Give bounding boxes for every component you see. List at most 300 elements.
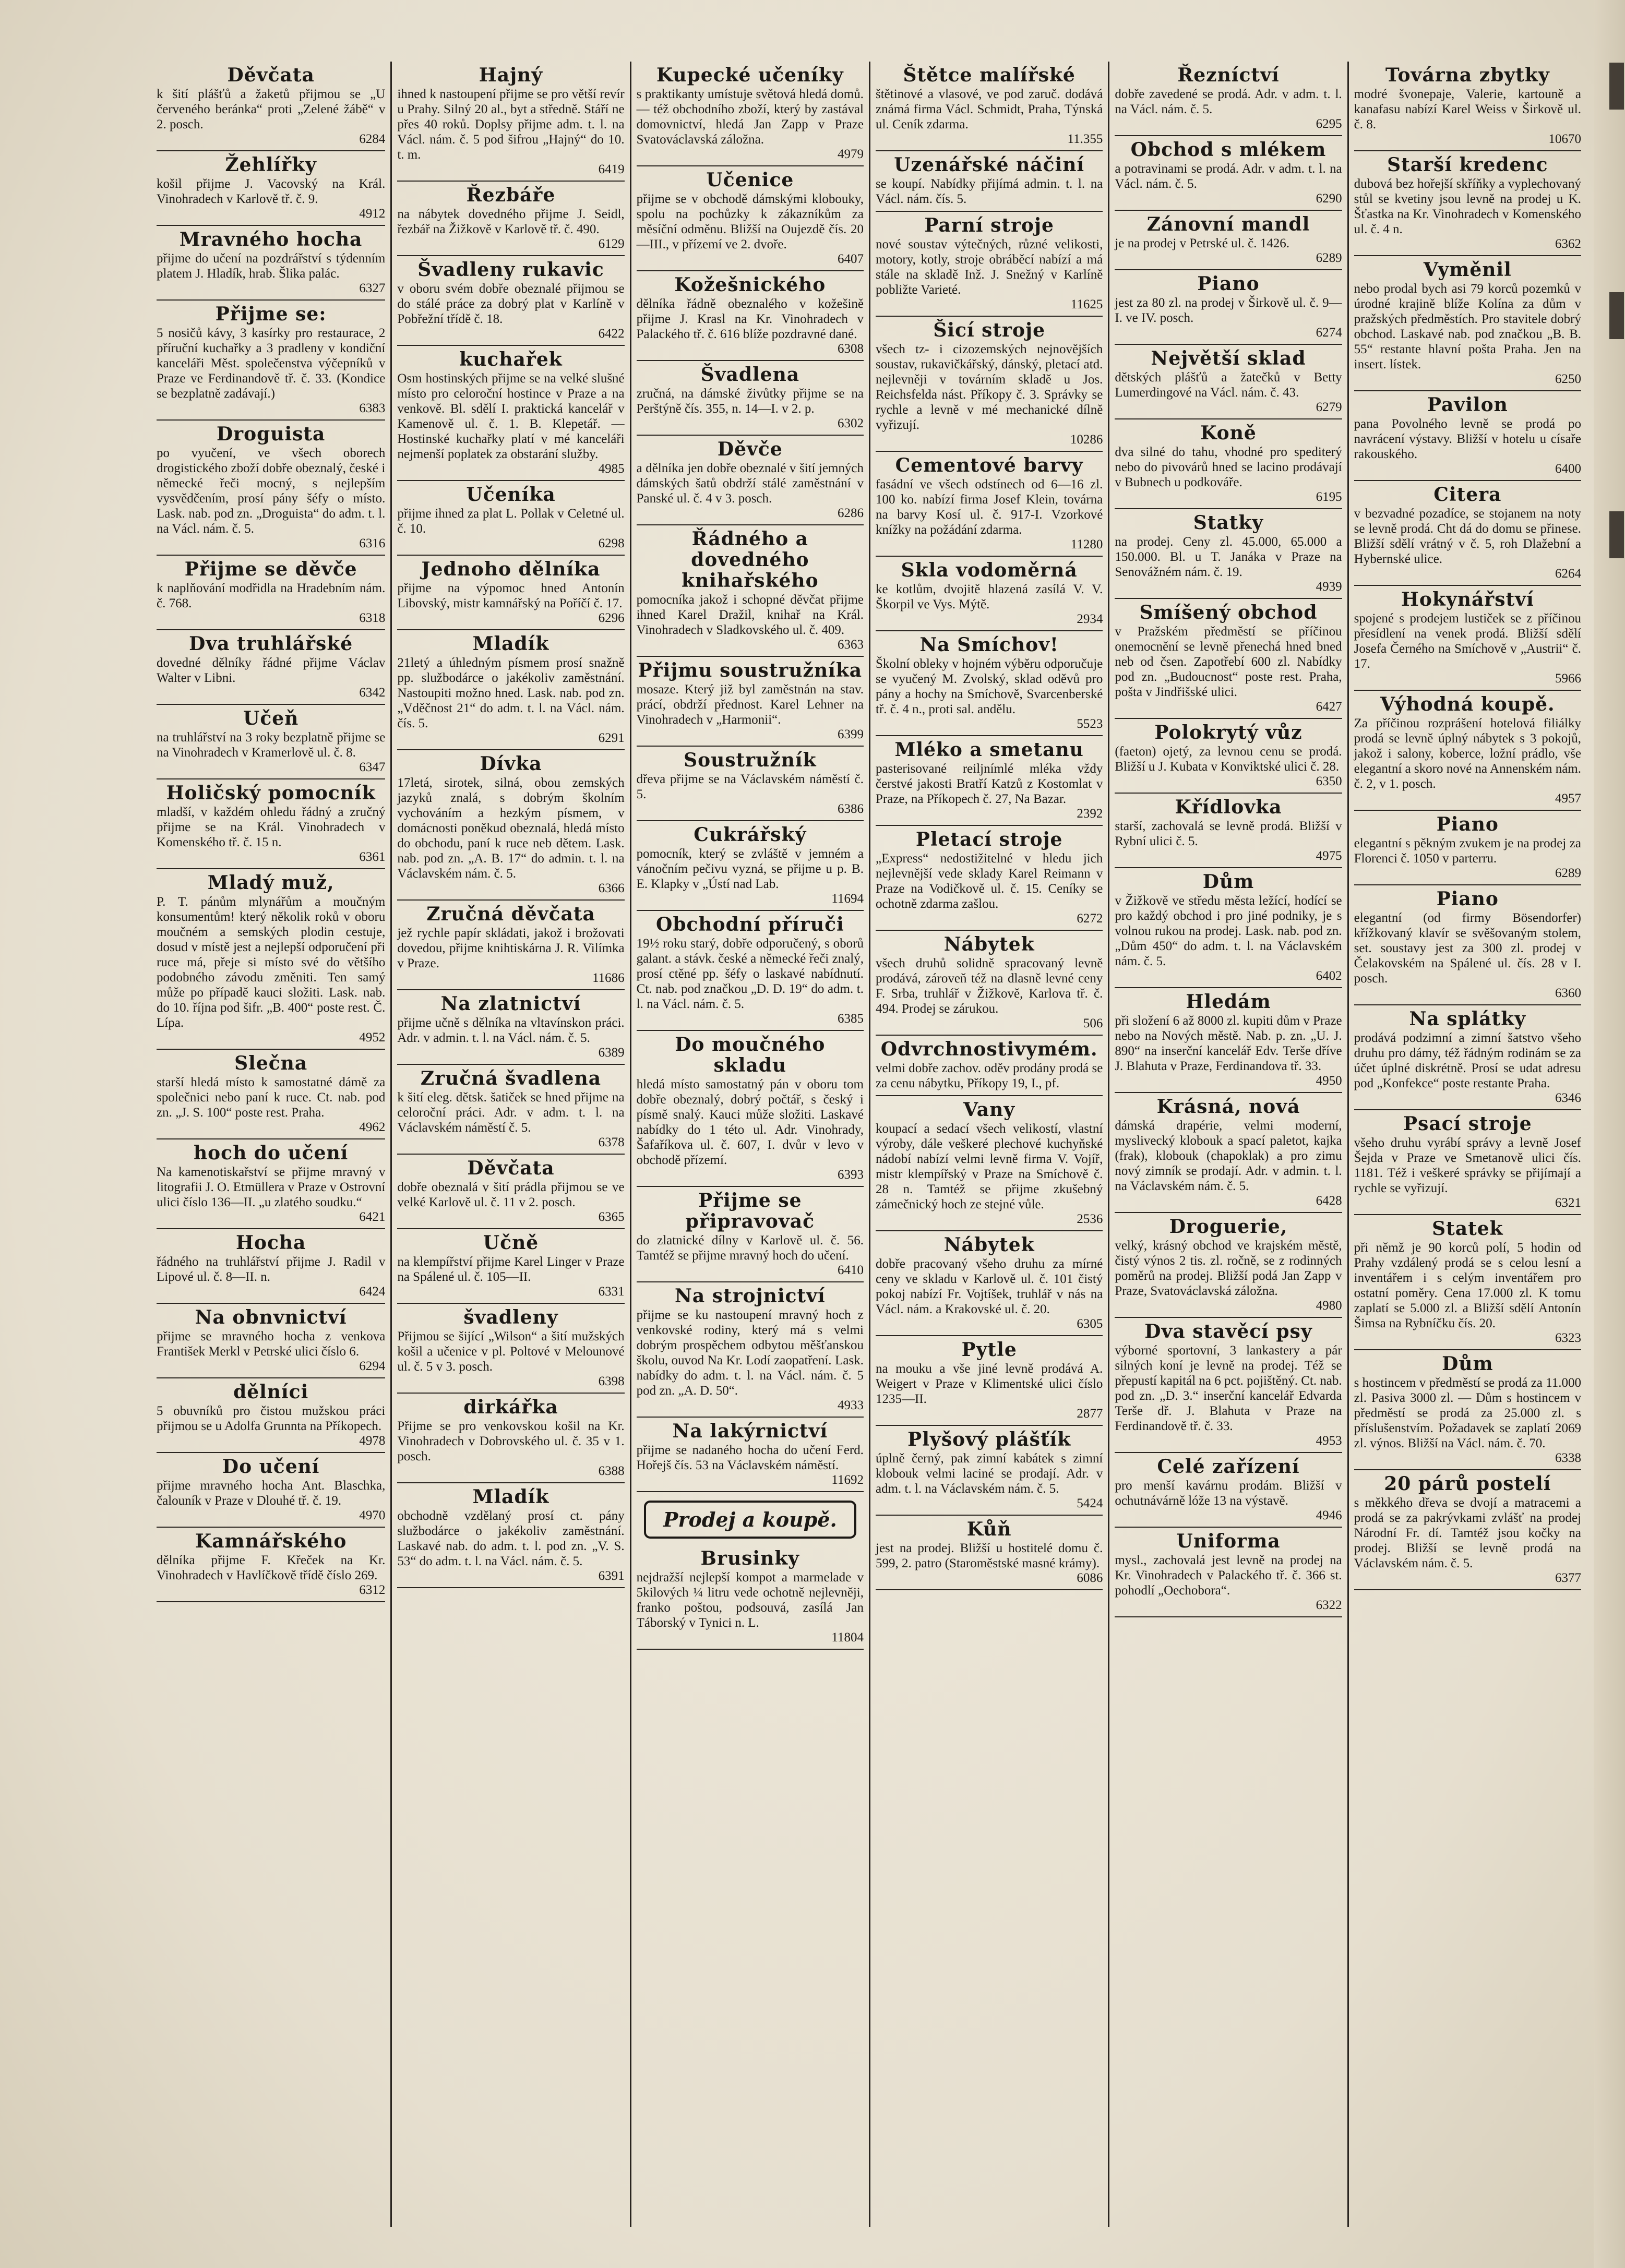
ad-text: jež rychle papír skládati, jakož i brožovati dovedou, přijme knihtiskárna J. R. Vilímka v Praze. — [397, 926, 625, 970]
classified-ad — [1354, 1005, 1581, 1110]
classified-ad — [876, 1516, 1103, 1590]
classified-ad — [1115, 1453, 1342, 1528]
ad-title: Skla vodoměrná — [901, 559, 1078, 581]
ad-title: Děvče — [717, 438, 783, 460]
ad-title: Koně — [1200, 422, 1257, 444]
ad-text: přijme se v obchodě dámskými klobouky, spolu na pochůzky k zákazníkům za měsíční odměnu. Bližší na Oujezdě čís. 20—III., v přízemí ve 2. dvoře. — [636, 192, 864, 251]
classified-ad — [157, 1378, 385, 1453]
classified-ad — [1115, 509, 1342, 599]
ad-text: jest na prodej. Bližší u hostitelé domu č. 599, 2. patro (Staroměstské masné krámy). — [876, 1541, 1103, 1570]
classified-ad — [1115, 62, 1342, 136]
classified-ad — [157, 556, 385, 630]
classified-ad — [1354, 1110, 1581, 1215]
classified-ad — [397, 630, 624, 750]
ad-text: k šití plášťů a žaketů přijmou se „U červeného beránka“ proti „Zelené žábě“ v 2. posch. — [157, 87, 386, 131]
ad-title: Na lakýrnictví — [672, 1420, 828, 1442]
classified-ad — [397, 481, 624, 556]
classified-column — [630, 62, 869, 2227]
ad-title: Děvčata — [227, 64, 315, 86]
classified-column — [1108, 62, 1347, 2227]
ad-title: Mladý muž, — [207, 872, 334, 894]
classified-ad — [1115, 599, 1342, 719]
ad-title: Učně — [483, 1232, 539, 1254]
ad-title: Zručná švadlena — [420, 1067, 602, 1089]
classified-ad — [1354, 885, 1581, 1005]
ad-text: pana Povolného levně se prodá po navrácení výstavy. Bližší v hotelu u císaře rakouského. — [1354, 417, 1581, 461]
ad-text: pro menší kavárnu prodám. Bližší v ochutnávárně lóže 13 na výstavě. — [1115, 1479, 1342, 1508]
ad-text: s měkkého dřeva se dvojí a matracemi a prodá se za pakrývkami zvlášť na prodej Národní Fr. dí. Tamtéž jsou kočky na prodej. Bližší se levně prodá na Václavském nám. č. 5. — [1354, 1496, 1581, 1570]
ad-number: 6295 — [1316, 117, 1342, 131]
ad-title: Dívka — [480, 753, 542, 775]
ad-title: Přijmu soustružníka — [638, 659, 863, 681]
ad-text: pomocníka jakož i schopné děvčat přijme ihned Karel Dražil, knihař na Král. Vinohradech v Sladkovského ul. č. 409. — [636, 593, 864, 637]
ad-number: 2934 — [1077, 612, 1103, 626]
ad-title: dělníci — [233, 1381, 309, 1403]
ad-title: Statek — [1432, 1218, 1503, 1240]
classified-ad — [1115, 419, 1342, 509]
ad-text: koupací a sedací všech velikostí, vlastní výroby, dále veškeré plechové kuchyňské nádobí nabízí velmi levně firma V. Vojíř, mistr klempířský v Praze na Smíchově č. 28 n. Tamtéž se přijme zkušebný zámečnický hoch ze stejné vůle. — [876, 1122, 1103, 1211]
ad-title: Starší kredenc — [1387, 154, 1548, 176]
ad-title: Šicí stroje — [933, 319, 1045, 341]
classified-ad — [397, 346, 624, 481]
classified-ad — [157, 421, 385, 556]
classified-ad — [1354, 391, 1581, 481]
ad-title: Obchod s mlékem — [1130, 139, 1327, 161]
classified-ad — [1115, 794, 1342, 868]
ad-text: Školní obleky v hojném výběru odporučuje se vyučený M. Zvolský, sklad oděvů pro pány a hochy na Smíchově, Svarcenberské tř. č. 4 n., proti sal. andělu. — [876, 657, 1103, 716]
ad-title: Polokrytý vůz — [1154, 722, 1303, 743]
ad-title: dirkářka — [463, 1396, 558, 1418]
classified-ad — [637, 747, 864, 821]
ad-title: Dům — [1442, 1353, 1493, 1375]
ad-text: jest za 80 zl. na prodej v Širkově ul. č. 9—I. ve IV. posch. — [1115, 296, 1342, 325]
ad-title: Holičský pomocník — [166, 782, 376, 804]
ad-title: Křídlovka — [1175, 796, 1282, 818]
ad-number: 11694 — [831, 892, 864, 906]
ad-number: 6286 — [838, 506, 864, 520]
ad-title: Učenice — [706, 169, 794, 191]
ad-title: Soustružník — [684, 749, 817, 771]
ad-text: na prodej. Ceny zl. 45.000, 65.000 a 150.000. Bl. u T. Janáka v Praze na Senovážném nám. č. 19. — [1115, 535, 1342, 579]
ad-title: Výhodná koupě. — [1380, 693, 1555, 715]
ad-number: 6289 — [1555, 866, 1581, 880]
classified-ad — [1354, 62, 1581, 151]
ad-title: Hokynářství — [1401, 589, 1534, 610]
ad-text: 21letý a úhledným písmem prosí snažně pp. službodárce o jakékoliv zaměstnání. Nastoupiti možno hned. Lask. nab. pod zn. „Vděčnost 21“ do adm. t. l. na Václ. nám. čís. 5. — [397, 656, 625, 730]
classified-ad — [397, 1304, 624, 1394]
ad-text: ke kotlům, dvojitě hlazená zasílá V. V. Škorpil ve Vys. Mýtě. — [876, 582, 1103, 611]
classified-ad — [876, 826, 1103, 931]
ad-title: Vyměnil — [1423, 259, 1512, 281]
classified-ad — [1354, 481, 1581, 586]
ad-number: 6338 — [1555, 1451, 1581, 1465]
ad-text: Na kamenotiskařství se přijme mravný v litografii J. O. Etmüllera v Praze v Ostrovní ulici číslo 136—II. „u zlatého soudku.“ — [157, 1165, 386, 1209]
ad-number: 6362 — [1555, 237, 1581, 251]
ad-number: 6365 — [598, 1210, 625, 1224]
ad-number: 6086 — [1077, 1571, 1103, 1585]
ad-number: 6250 — [1555, 372, 1581, 386]
ad-title: Přijme se děvče — [184, 558, 357, 580]
classified-ad — [637, 1031, 864, 1187]
ad-title: Na Smíchov! — [919, 634, 1059, 656]
ad-number: 6195 — [1316, 490, 1342, 504]
ad-number: 6378 — [598, 1135, 625, 1149]
ad-title: Pytle — [961, 1339, 1017, 1361]
ad-title: Dům — [1202, 871, 1254, 893]
ad-number: 6377 — [1555, 1571, 1581, 1585]
classified-ad — [637, 1187, 864, 1282]
ad-text: mysl., zachovalá jest levně na prodej na Kr. Vinohradech v Palackého tř. č. 366 st. pohodlí „Oechobora“. — [1115, 1553, 1342, 1598]
ad-number: 4912 — [359, 207, 386, 221]
ad-text: „Express“ nedostižitelné v hledu jich nejlevnější vede sklady Karel Reimann v Praze na Vodičkově ul. č. 15. Ceníky se ochotně zdarma zašlou. — [876, 851, 1103, 911]
ad-title: Droguista — [216, 423, 326, 445]
ad-text: řádného na truhlářství přijme J. Radil v Lipové ul. č. 8—II. n. — [157, 1255, 386, 1284]
ad-title: hoch do učení — [193, 1142, 349, 1164]
classified-ad — [157, 1050, 385, 1139]
classified-ad — [637, 166, 864, 271]
classified-ad — [876, 1096, 1103, 1231]
ad-title: Děvčata — [467, 1157, 555, 1179]
ad-number: 6399 — [838, 727, 864, 741]
ad-text: s praktikanty umístuje světová hledá domů. — též obchodního zboží, který by zastával domovnictví, hledá Jan Zapp v Praze Svatováclavská záložna. — [636, 87, 864, 147]
ad-title: Cukrářský — [694, 824, 807, 846]
ad-number: 11692 — [831, 1473, 864, 1487]
ad-number: 6323 — [1555, 1331, 1581, 1345]
classified-ad — [876, 1336, 1103, 1426]
ad-text: všech druhů solidně spracovaný levně prodává, zároveň též na dlasně levné ceny F. Srba, truhlář v Žižkově, Karlova tř. č. 494. Prodej se zárukou. — [876, 956, 1103, 1016]
ad-text: pomocník, který se zvláště v jemném a vánočním pečivu vyzná, se přijme u p. B. E. Klapky v „Ústí nad Lab. — [636, 847, 864, 891]
ad-number: 6346 — [1555, 1091, 1581, 1105]
ad-title: Nábytek — [943, 1234, 1035, 1256]
ad-text: obchodně vzdělaný prosí ct. pány službodárce o jakékoliv zaměstnání. Laskavé nab. do adm. t. l. pod zn. „V. S. 53“ do adm. t. l. na Václ. nám. č. 5. — [397, 1509, 625, 1568]
ad-title: Celé zařízení — [1157, 1456, 1300, 1478]
classified-ad — [1115, 1093, 1342, 1213]
ad-text: při složení 6 až 8000 zl. kupiti dům v Praze nebo na Nových městě. Nab. p. zn. „U. J. 890“ na inserční kancelář Edv. Terše dříve J. Blahuta v Praze, Ferdinandova tř. 33. — [1115, 1014, 1342, 1073]
ad-title: Piano — [1436, 813, 1499, 835]
ad-number: 6291 — [598, 731, 625, 745]
ad-title: Pavilon — [1427, 394, 1508, 416]
ad-text: na nábytek dovedného přijme J. Seidl, řezbář na Žižkově v Karlově tř. č. 490. — [397, 207, 625, 236]
ad-number: 5966 — [1555, 671, 1581, 686]
ad-text: přijme mravného hocha Ant. Blaschka, čalouník v Praze v Dlouhé tř. č. 19. — [157, 1479, 386, 1508]
classified-ad — [1354, 1470, 1581, 1590]
classified-ad — [1354, 691, 1581, 811]
ad-text: a potravinami se prodá. Adr. v adm. t. l. na Václ. nám. č. 5. — [1115, 162, 1342, 191]
ad-number: 6331 — [598, 1285, 625, 1299]
ad-text: je na prodej v Petrské ul. č. 1426. — [1115, 236, 1289, 250]
section-heading-box: Prodej a koupě. — [644, 1501, 856, 1539]
ad-text: košil přijme J. Vacovský na Král. Vinohradech v Karlově tř. č. 9. — [157, 177, 386, 206]
ad-title: švadleny — [463, 1306, 558, 1328]
ad-number: 6350 — [1316, 774, 1342, 788]
ad-text: v bezvadné pozadíce, se stojanem na noty se levně prodá. Cht dá do domu se přinese. Bližší sdělí vrátný v č. 5, roh Dlažební a Hybernské ulice. — [1354, 507, 1581, 566]
ad-title: Krásná, nová — [1156, 1096, 1300, 1118]
classified-ad — [637, 1545, 864, 1650]
classified-ad — [637, 62, 864, 166]
ad-number: 6419 — [598, 162, 625, 176]
ad-title: Štětce malířské — [903, 64, 1076, 86]
classified-ad — [1115, 1213, 1342, 1318]
ad-text: na klempířství přijme Karel Linger v Praze na Spálené ul. č. 105—II. — [397, 1255, 625, 1284]
ad-title: Kožešnického — [674, 274, 826, 296]
classified-ad — [157, 630, 385, 705]
ad-title: Přijme se připravovač — [685, 1190, 815, 1232]
classified-ad — [1115, 270, 1342, 345]
classified-ad — [637, 1282, 864, 1418]
ad-title: Pletací stroje — [915, 829, 1063, 850]
classified-ad — [1115, 988, 1342, 1093]
classified-ad — [157, 1139, 385, 1229]
ad-title: Do učení — [222, 1456, 320, 1478]
ad-title: Dva truhlářské — [189, 633, 353, 655]
ad-title: Vany — [963, 1099, 1015, 1121]
ad-title: Továrna zbytky — [1385, 64, 1550, 86]
classified-ad — [157, 1229, 385, 1304]
ad-text: přijme na výpomoc hned Antonín Libovský, mistr kamnářský na Poříčí č. 17. — [397, 581, 625, 610]
ad-title: 20 párů postelí — [1384, 1473, 1551, 1495]
ad-number: 5424 — [1077, 1496, 1103, 1510]
classified-ad — [397, 750, 624, 901]
ad-title: Uniforma — [1176, 1530, 1281, 1552]
ad-number: 6296 — [598, 611, 625, 625]
classified-ad — [157, 779, 385, 869]
ad-title: Kůň — [966, 1518, 1012, 1540]
ad-number: 6312 — [359, 1583, 386, 1597]
ad-number: 4979 — [838, 147, 864, 161]
classified-ad — [876, 931, 1103, 1036]
ad-title: Hledám — [1186, 991, 1271, 1013]
ad-text: Přijmou se šijící „Wilson“ a šití mužských košil a učenice v pl. Poltové v Melounové ul. č. 5 v 3. posch. — [397, 1329, 625, 1374]
ad-text: přijme se ku nastoupení mravný hoch z venkovské rodiny, který má s velmi dobrým prospěchem odbytou měšťanskou školu, ouvod Na Kr. Lodí zaopatření. Lask. nabídky do adm. t. l. na Václ. nám. č. 5 pod zn. „A. D. 50“. — [636, 1308, 864, 1398]
ad-number: 6428 — [1316, 1194, 1342, 1208]
ad-title: Hajný — [479, 64, 543, 86]
ad-title: Přijme se: — [215, 303, 327, 325]
ad-title: Obchodní příruči — [655, 914, 844, 935]
classified-ad — [876, 1036, 1103, 1096]
ad-number: 6388 — [598, 1464, 625, 1478]
ad-number: 4953 — [1316, 1434, 1342, 1448]
classified-columns — [151, 62, 1586, 2227]
ad-number: 6298 — [598, 536, 625, 550]
classified-ad — [637, 657, 864, 747]
ad-number: 11.355 — [1067, 132, 1103, 146]
ad-number: 6422 — [598, 327, 625, 341]
ad-title: Dva stavěcí psy — [1144, 1321, 1312, 1342]
ad-number: 11686 — [592, 971, 625, 985]
classified-ad — [1115, 719, 1342, 794]
ad-text: dovedné dělníky řádné přijme Václav Walter v Libni. — [157, 656, 386, 685]
ad-number: 6318 — [359, 611, 386, 625]
ad-text: nové soustav výtečných, různé velikosti, motory, kotly, stroje obráběcí nabízí a má stále na skladě Inž. J. Snežný v Karlíně pobližte Varieté. — [876, 237, 1103, 297]
ad-text: (faeton) ojetý, za levnou cenu se prodá. Bližší u J. Kubata v Konviktské ulici č. 28. — [1115, 745, 1342, 774]
ad-number: 6272 — [1077, 911, 1103, 926]
classified-ad — [397, 62, 624, 182]
ad-number: 6308 — [838, 342, 864, 356]
ad-text: přijme ihned za plat L. Pollak v Celetné ul. č. 10. — [397, 507, 625, 536]
ad-text: 19½ roku starý, dobře odporučený, s oborů galant. a stávk. české a německé řeči znalý, prosí ctěné pp. šéfy o laskavé nabídnutí. Ct. nab. pod značkou „D. D. 19“ do adm. t. l. na Václ. nám. č. 5. — [636, 937, 864, 1011]
ad-title: Smíšený obchod — [1139, 602, 1318, 623]
ad-text: velký, krásný obchod ve krajském městě, čistý výnos 2 tis. zl. ročně, se z rodinných poměrů na prodej. Bližší podá Jan Zapp v Praze, Svatováclavská záložna. — [1115, 1239, 1342, 1298]
ad-text: Osm hostinských přijme se na velké slušné místo pro celoroční hostince v Praze a na venkově. Bl. sdělí I. praktická kancelář v Kamenově ul. č. 1. B. Klepetář. — Hostinské kuchařky platí v mé kanceláři nejmenší poplatek za obstarání služby. — [397, 371, 625, 461]
ad-number: 6385 — [838, 1012, 864, 1026]
ad-title: Jednoho dělníka — [421, 558, 601, 580]
ad-title: Psací stroje — [1403, 1113, 1532, 1135]
classified-ad — [1354, 1215, 1581, 1350]
ad-title: Švadleny rukavic — [417, 259, 604, 281]
classified-ad — [397, 1229, 624, 1304]
classified-ad — [157, 705, 385, 779]
ad-title: Statky — [1193, 512, 1264, 534]
ad-text: úplně černý, pak zimní kabátek s zimní klobouk velmi laciné se prodají. Adr. v adm. t. l. na Václavském nám. č. 5. — [876, 1451, 1103, 1496]
ad-title: kuchařek — [459, 349, 563, 370]
edge-mark — [1609, 511, 1624, 558]
ad-number: 6284 — [359, 132, 386, 146]
classified-ad — [637, 1418, 864, 1492]
page-edge — [1594, 0, 1625, 2268]
ad-text: v oboru svém dobře obeznalé přijmou se do stálé práce za dobrý plat v Karlíně v Pobřežní třídě č. 18. — [397, 282, 625, 326]
ad-title: Žehlířky — [225, 154, 317, 176]
ad-text: na truhlářství na 3 roky bezplatně přijme se na Vinohradech v Kramerlově ul. č. 8. — [157, 730, 386, 760]
ad-number: 4939 — [1316, 580, 1342, 594]
edge-mark — [1609, 292, 1624, 339]
ad-number: 4952 — [359, 1030, 386, 1045]
ad-number: 6363 — [838, 638, 864, 652]
ad-text: dřeva přijme se na Václavském náměstí č. 5. — [636, 772, 864, 801]
ad-number: 11804 — [831, 1630, 864, 1645]
ad-number: 4962 — [359, 1120, 386, 1134]
ad-title: Učeň — [243, 707, 299, 729]
ad-number: 6305 — [1077, 1317, 1103, 1331]
ad-text: spojené s prodejem lustiček se z příčinou přesídlení na venek prodá. Bližší sdělí Josefa Černého na Smíchově v „Austrii“ č. 17. — [1354, 611, 1581, 671]
classified-ad — [157, 151, 385, 226]
ad-number: 6290 — [1316, 191, 1342, 206]
classified-ad — [876, 736, 1103, 826]
ad-text: přijme učně s dělníka na vltavínskon práci. Adr. v admin. t. l. na Václ. nám. č. 5. — [397, 1016, 625, 1045]
ad-number: 4978 — [359, 1434, 386, 1448]
ad-title: Droguerie, — [1169, 1216, 1288, 1238]
classified-ad — [876, 452, 1103, 557]
edge-mark — [1609, 63, 1624, 110]
classified-ad — [876, 631, 1103, 736]
classified-ad — [876, 151, 1103, 212]
ad-title: Slečna — [234, 1052, 308, 1074]
classified-ad — [1354, 811, 1581, 885]
ad-text: dobře pracovaný všeho druhu za mírné ceny ve skladu v Karlově ul. č. 101 čistý pokoj nabízí Fr. Vojtíšek, truhlář v nás na Václ. nám. a Krakovské ul. č. 20. — [876, 1257, 1103, 1316]
classified-ad — [157, 301, 385, 421]
classified-ad — [397, 1155, 624, 1229]
ad-number: 6289 — [1316, 251, 1342, 265]
ad-title: Odvrchnostivymém. — [880, 1038, 1098, 1060]
classified-ad — [637, 271, 864, 361]
ad-number: 2877 — [1077, 1407, 1103, 1421]
ad-title: Brusinky — [700, 1547, 800, 1569]
classified-ad — [1354, 256, 1581, 391]
ad-text: 17letá, sirotek, silná, obou zemských jazyků znalá, s dobrým školním vychováním a hezkým písmem, v domácnosti poněkud obeznalá, hledá místo do obchodu, paní k ruce neb dětem. Lask. nab. pod zn. „A. B. 17“ do admin. t. l. na Václavském nám. č. 5. — [397, 776, 625, 881]
classified-ad — [157, 869, 385, 1050]
ad-number: 11625 — [1070, 297, 1103, 311]
ad-number: 6407 — [838, 252, 864, 266]
ad-text: štětinové a vlasové, ve pod zaruč. dodává známá firma Václ. Schmidt, Praha, Týnská ul. Ceník zdarma. — [876, 87, 1103, 131]
ad-text: P. T. pánům mlynářům a moučným konsumentům! který několik roků v oboru moučném a semských plodin cestuje, dosud v místě jest a nejlepší odporučení při ruce má, přeje si místo své do většího podobného závodu změniti. Ten samý může po případě kauci složiti. Lask. nab. do 10. října pod šifr. „B. 400“ poste rest. Č. Lípa. — [157, 895, 386, 1030]
ad-text: na mouku a vše jiné levně prodává A. Weigert v Praze v Klimentské ulici číslo 1235—II. — [876, 1362, 1103, 1406]
ad-number: 6391 — [598, 1569, 625, 1583]
ad-number: 4985 — [598, 462, 625, 476]
classified-column — [151, 62, 390, 2227]
classified-ad — [876, 1231, 1103, 1336]
classified-ad — [876, 62, 1103, 151]
ad-number: 10286 — [1070, 433, 1103, 447]
ad-number: 506 — [1083, 1016, 1103, 1030]
ad-text: výborné sportovní, 3 lankastery a pár silných koní je levně na prodej. Též se přepustí kapitál na 6 pct. pojištěný. Ct. nab. pod zn. „D. 3.“ inserční kancelář Edvarda Terše dř. J. Blahuta v Praze na Ferdinandově tř. č. 33. — [1115, 1343, 1342, 1433]
ad-title: Parní stroje — [924, 214, 1054, 236]
ad-text: dva silné do tahu, vhodné pro spediterý nebo do pivovárů hned se lacino prodávají v Bubnech u podkováře. — [1115, 445, 1342, 489]
ad-title: Největší sklad — [1151, 347, 1306, 369]
ad-title: Řezbáře — [466, 184, 556, 206]
classified-ad — [1115, 1528, 1342, 1617]
ad-number: 6402 — [1316, 969, 1342, 983]
ad-number: 11280 — [1070, 537, 1103, 551]
ad-title: Kupecké učeníky — [656, 64, 844, 86]
ad-number: 6264 — [1555, 567, 1581, 581]
classified-ad — [1354, 151, 1581, 256]
ad-number: 6361 — [359, 850, 386, 864]
ad-title: Mladík — [472, 1486, 549, 1508]
ad-number: 2392 — [1077, 807, 1103, 821]
classified-ad — [397, 1394, 624, 1483]
ad-text: k naplňování modřidla na Hradebním nám. č. 768. — [157, 581, 386, 610]
ad-text: dámská drapérie, velmi moderní, myslivecký klobouk a spací paletot, kajka (frak), klobouk (chapoklak) a pro zimu nový zimník se prodají. Adr. v admin. t. l. na Václavském nám. č. 5. — [1115, 1119, 1342, 1193]
classified-ad — [637, 821, 864, 911]
classified-ad — [397, 901, 624, 990]
ad-title: Učeníka — [466, 484, 556, 506]
ad-number: 6129 — [598, 237, 625, 251]
classified-ad — [637, 911, 864, 1031]
classified-ad — [637, 436, 864, 525]
classified-ad — [157, 1528, 385, 1602]
ad-title: Na obnvnictví — [195, 1306, 347, 1328]
classified-ad — [1354, 1350, 1581, 1470]
classified-ad — [1354, 586, 1581, 691]
ad-number: 4933 — [838, 1398, 864, 1412]
classified-ad — [397, 182, 624, 256]
classified-column — [1347, 62, 1586, 2227]
ad-text: všech tz- i cizozemských nejnovějších soustav, rukavičkářský, dánský, pletací atd. nejlevněji v továrním skladě u Jos. Reichsfelda nást. Příkopy č. 3. Správky se rychle a levně v mé mechanické dílně vyřizují. — [876, 342, 1103, 432]
ad-title: Do moučného skladu — [675, 1034, 826, 1076]
ad-text: velmi dobře zachov. oděv prodány prodá se za cenu nábytku, Příkopy 19, I., pf. — [876, 1061, 1103, 1090]
ad-title: Mléko a smetanu — [894, 739, 1084, 761]
ad-number: 10670 — [1548, 132, 1581, 146]
ad-title: Piano — [1436, 888, 1499, 910]
classified-column — [390, 62, 629, 2227]
ad-number: 6274 — [1316, 326, 1342, 340]
ad-text: při němž je 90 korců polí, 5 hodin od Prahy vzdálený prodá se s celou lesní a inventářem i s celým inventářem pro ostatní poměry. Cena 17.000 zl. K tomu zaplatí se 5.000 zl. a Bližší sdělí Antonín Šimsa na Rybníčku čís. 20. — [1354, 1241, 1581, 1330]
ad-number: 2536 — [1077, 1212, 1103, 1226]
ad-title: Řezníctví — [1177, 64, 1280, 86]
ad-text: fasádní ve všech odstínech od 6—16 zl. 100 ko. nabízí firma Josef Klein, továrna na barvy Kosí ul. č. 917-I. Vzorkové knížky na požádání zdarma. — [876, 477, 1103, 537]
ad-title: Mravného hocha — [179, 229, 363, 250]
classified-ad — [637, 525, 864, 657]
ad-title: Na strojnictví — [674, 1285, 826, 1307]
ad-title: Piano — [1197, 273, 1260, 295]
ad-text: přijme se nadaného hocha do učení Ferd. Hořejš čís. 53 na Václavském náměstí. — [636, 1443, 864, 1472]
ad-text: modré švonepaje, Valerie, kartouně a kanafasu nabízí Karel Weiss v Širkově ul. č. 8. — [1354, 87, 1581, 131]
classified-ad — [397, 990, 624, 1065]
ad-number: 6360 — [1555, 986, 1581, 1000]
ad-number: 6321 — [1555, 1196, 1581, 1210]
ad-text: dobře obeznalá v šití prádla přijmou se ve velké Karlově ul. č. 11 v 2. posch. — [397, 1180, 625, 1209]
classified-ad — [1115, 211, 1342, 270]
classified-column — [869, 62, 1108, 2227]
